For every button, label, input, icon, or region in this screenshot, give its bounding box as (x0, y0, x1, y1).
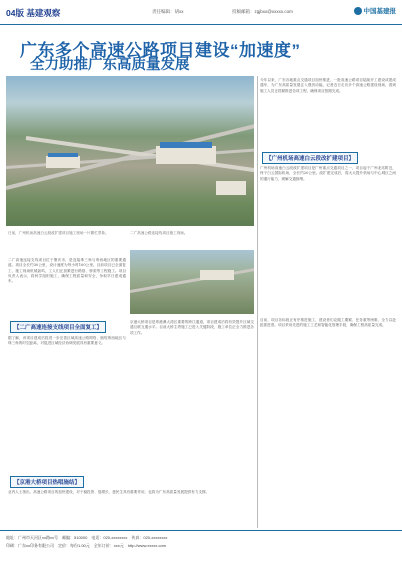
section-heading-1: 【二广高速连接支线项目全面复工】 (10, 321, 106, 333)
photo-caption-1: 日前，广州机场高速白云段改扩建项目施工现场一片繁忙景象。 (8, 231, 109, 235)
photo-caption-2: 二广高速公路连接线项目施工现场。 (130, 231, 188, 235)
headline-sub: 全力助推广东高质量发展 (30, 57, 190, 73)
headline-main: 广东多个高速公路项目建设“加速度” (20, 41, 301, 60)
page-number: 04版 基建观察 (6, 8, 61, 18)
section2-text-a: 广州机场高速白云段改扩建项目是广州重点交通项目之一，项目起于广州北站附近，终于白云国际机场，全长约20公里。改扩建完成后，将大大提升机场与中心城区之间的通行能力，缓解交通拥堵。 (260, 166, 396, 181)
masthead-logo: 中国基建报 (354, 6, 397, 15)
section-heading-2: 【广州机场高速白云段改扩建项目】 (262, 152, 358, 164)
footer-line-1: 地址：广州市天河区xx路xx号 邮编：510000 电话：020-xxxxxxxx 传真：020-xxxxxxxx (6, 535, 168, 540)
intro-text: 今年以来，广东各地重点交通项目加快推进，一批高速公路项目陆续开工建设或建成通车，为广东高质量发展注入强劲动能。记者近日走访多个高速公路建设现场，看到施工人员正抓紧推进各项工程，确保项目按期完成。 (260, 78, 396, 93)
column1-text-a: 二广高速连接支线项目位于肇庆市，是连接珠三角与粤西地区的重要通道。项目全长约30公里，设计速度为每小时100公里。目前项目已全面复工，施工现场机械轰鸣，工人们正加紧进行路基、桥梁等工程施工。项目负责人表示，将科学组织施工，确保工程质量和安全，争取早日建成通车。 (8, 258, 126, 284)
section-heading-3: 【京港大桥项目热唱施结】 (10, 476, 84, 488)
section2-text-b: 目前，项目各标段正有序推进施工，建设者们克服工期紧、任务重等困难，全力以赴抢抓进度。项目采用先进的施工工艺和智能化管理手段，确保工程高质量完成。 (260, 318, 396, 328)
footer-line-2: 印刷：广东xx印务有限公司 定价：每份1.00元 全年订价：xxx元 http://www.xxxxx.com (6, 543, 167, 548)
secondary-photo (130, 250, 254, 314)
column-divider (257, 76, 258, 528)
column1-text-b: 据了解，该项目建成后将进一步完善区域高速公路网络，缩短粤西地区与珠三角的时空距离，对促进区域经济协调发展具有重要意义。 (8, 336, 126, 346)
editor-credit: 责任编辑：胡xx (152, 9, 184, 14)
logo-icon (354, 7, 362, 15)
main-photo (6, 76, 254, 226)
section-name: 基建观察 (26, 8, 61, 18)
column3-text-b: 业内人士指出，高速公路项目的加快建设，对于稳投资、促增长、惠民生具有重要作用，也将为广东高质量发展提供有力支撑。 (8, 490, 210, 494)
email-credit: 投稿邮箱：zgjbxx@xxxxx.com (232, 9, 293, 14)
column3-text-a: 京港大桥项目是粤港澳大湾区重要的跨江通道，项目建成后将有效提升区域交通互联互通水平。目前大桥主塔施工已进入关键阶段，施工单位正全力推进各项工作。 (130, 320, 254, 335)
